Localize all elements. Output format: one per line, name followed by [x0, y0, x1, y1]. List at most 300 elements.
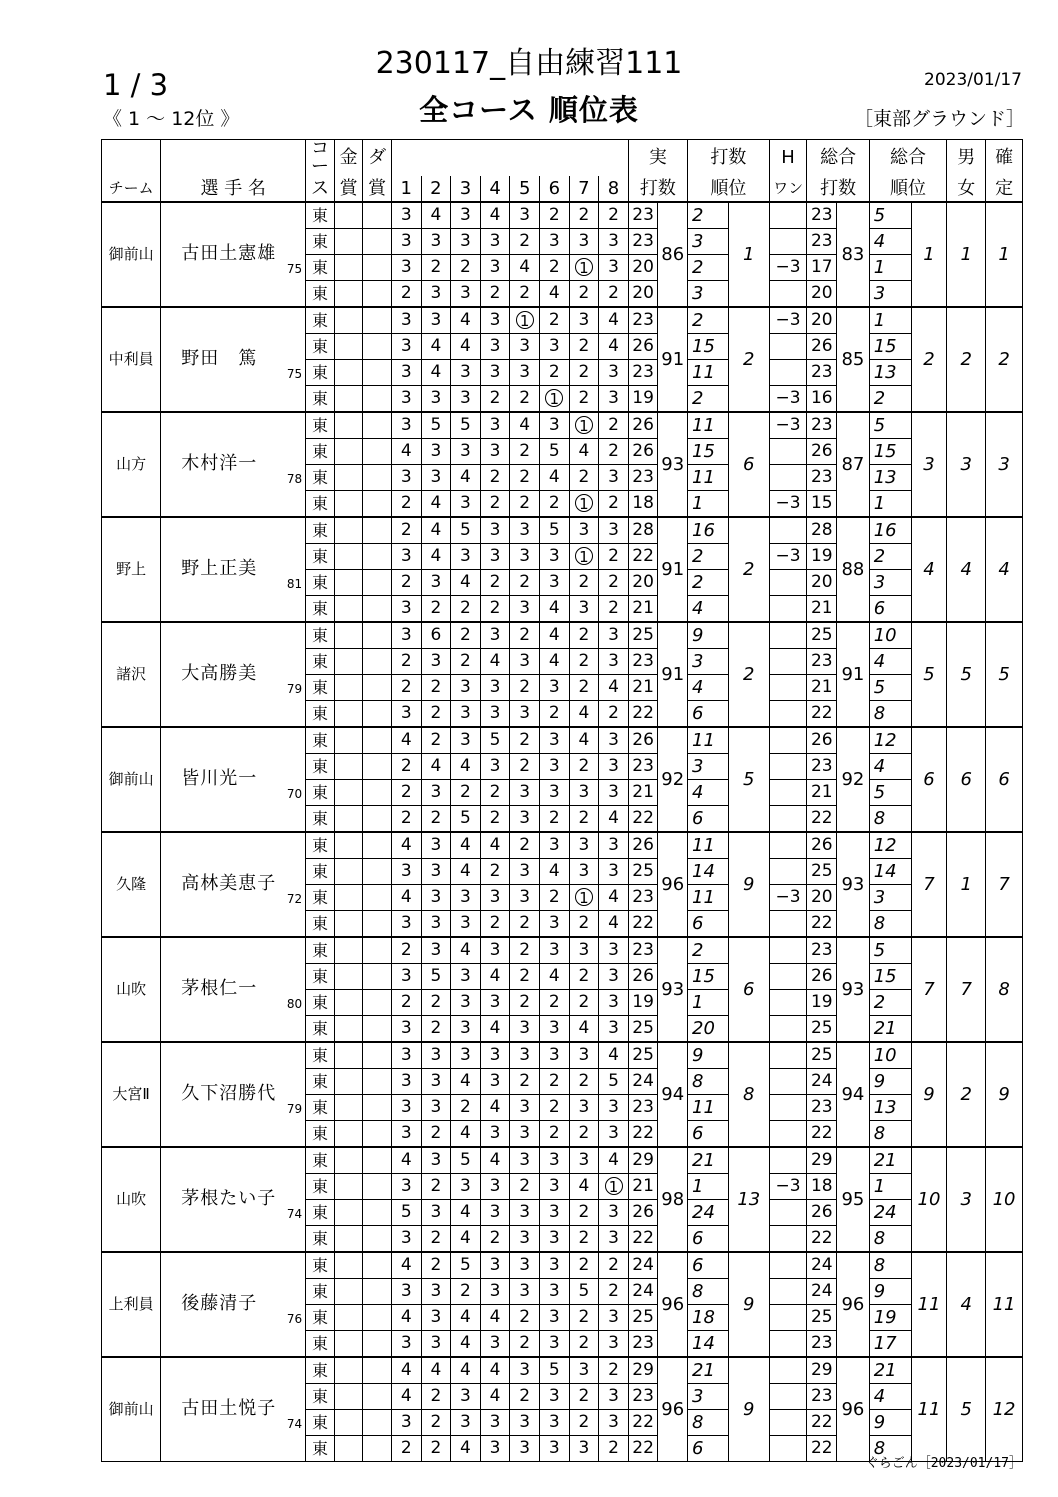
- hole-score-cell: 4: [480, 1357, 510, 1384]
- gold-cell: [334, 701, 363, 728]
- player-name: 木村洋一: [181, 453, 258, 474]
- hole-score-cell: 3: [599, 1331, 629, 1358]
- hole-score-cell: [539, 386, 569, 413]
- hole-score-cell: 4: [480, 1016, 510, 1043]
- player-age: 81: [286, 577, 303, 591]
- hole-score-cell: 2: [391, 517, 421, 544]
- hole-score-cell: 2: [480, 806, 510, 833]
- col-holes-top: [391, 140, 628, 177]
- course-cell: 東: [306, 990, 335, 1016]
- hole-score-cell: 2: [480, 491, 510, 518]
- total-sub-cell: 29: [807, 1147, 837, 1174]
- hole-score-cell: 4: [451, 859, 481, 885]
- actual-score-cell: 96: [658, 1252, 688, 1357]
- hole-score-cell: 2: [421, 1016, 451, 1043]
- hole-score-cell: 5: [421, 412, 451, 439]
- hole-score-cell: 4: [510, 412, 540, 439]
- hole-score-cell: 3: [510, 1042, 540, 1069]
- hole-score-cell: 3: [421, 570, 451, 596]
- sub-score-cell: 21: [628, 780, 658, 806]
- total-sub-rank-cell: 8: [869, 911, 911, 938]
- sub-rank-cell: 8: [688, 1279, 729, 1305]
- hole-score-cell: 3: [421, 885, 451, 911]
- team-cell: 御前山: [102, 1357, 161, 1462]
- col-total-top: 総合: [807, 140, 869, 177]
- total-sub-rank-cell: 10: [869, 1042, 911, 1069]
- actual-score-cell: 91: [658, 307, 688, 412]
- hole-in-one-mark: 1: [545, 389, 563, 407]
- hole-score-cell: [510, 307, 540, 334]
- sub-score-cell: 26: [628, 439, 658, 465]
- hole-score-cell: 2: [539, 1095, 569, 1121]
- gold-cell: [334, 517, 363, 544]
- sub-rank-cell: 1: [688, 990, 729, 1016]
- hole-score-cell: 2: [480, 780, 510, 806]
- hole-score-cell: 3: [480, 701, 510, 728]
- hole-score-cell: 3: [421, 1279, 451, 1305]
- da-cell: [363, 832, 392, 859]
- course-cell: 東: [306, 202, 335, 229]
- col-hole-7: 7: [569, 176, 599, 202]
- actual-score-cell: 91: [658, 517, 688, 622]
- sub-rank-cell: 3: [688, 229, 729, 255]
- total-rank-cell: 7: [911, 832, 947, 937]
- da-cell: [363, 544, 392, 570]
- sub-rank-cell: 4: [688, 780, 729, 806]
- hole-score-cell: 3: [599, 1384, 629, 1410]
- gold-cell: [334, 1384, 363, 1410]
- hole-score-cell: 3: [480, 255, 510, 281]
- hole-score-cell: 2: [480, 859, 510, 885]
- venue-label: ［東部グラウンド］: [853, 108, 1025, 130]
- gold-cell: [334, 727, 363, 754]
- sub-rank-cell: 6: [688, 911, 729, 938]
- sub-score-cell: 25: [628, 1042, 658, 1069]
- hole-score-cell: 3: [421, 465, 451, 491]
- hole-score-cell: 3: [569, 1357, 599, 1384]
- hole-score-cell: 2: [599, 202, 629, 229]
- hole-score-cell: 3: [480, 360, 510, 386]
- final-rank-cell: 4: [986, 517, 1023, 622]
- hole-in-one-cell: [769, 1357, 807, 1384]
- hole-score-cell: 3: [539, 544, 569, 570]
- hole-score-cell: 3: [391, 1331, 421, 1358]
- hole-score-cell: 5: [539, 517, 569, 544]
- total-sub-cell: 23: [807, 754, 837, 780]
- sub-rank-cell: 8: [688, 1410, 729, 1436]
- hole-in-one-cell: [769, 1410, 807, 1436]
- hole-score-cell: 3: [421, 780, 451, 806]
- hole-score-cell: 4: [599, 1042, 629, 1069]
- total-score-cell: 83: [837, 202, 870, 307]
- total-sub-cell: 24: [807, 1252, 837, 1279]
- gold-cell: [334, 229, 363, 255]
- sub-score-cell: 28: [628, 517, 658, 544]
- gold-cell: [334, 1121, 363, 1148]
- total-sub-rank-cell: 4: [869, 1384, 911, 1410]
- total-rank-cell: 2: [911, 307, 947, 412]
- total-sub-cell: 16: [807, 386, 837, 413]
- total-score-cell: 91: [837, 622, 870, 727]
- da-cell: [363, 1016, 392, 1043]
- hole-score-cell: 5: [539, 439, 569, 465]
- sub-score-cell: 25: [628, 1305, 658, 1331]
- sub-score-cell: 23: [628, 1384, 658, 1410]
- course-cell: 東: [306, 1279, 335, 1305]
- hole-score-cell: 2: [391, 675, 421, 701]
- sub-score-cell: 23: [628, 229, 658, 255]
- hole-score-cell: 3: [510, 1410, 540, 1436]
- hole-score-cell: 4: [569, 1174, 599, 1200]
- sub-score-cell: 23: [628, 465, 658, 491]
- hole-score-cell: 4: [421, 1357, 451, 1384]
- stroke-rank-cell: 6: [728, 937, 769, 1042]
- hole-score-cell: 4: [451, 754, 481, 780]
- hole-score-cell: [599, 1174, 629, 1200]
- hole-score-cell: 5: [451, 517, 481, 544]
- hole-score-cell: 3: [391, 255, 421, 281]
- actual-score-cell: 98: [658, 1147, 688, 1252]
- hole-score-cell: 2: [569, 202, 599, 229]
- hole-score-cell: 3: [391, 465, 421, 491]
- hole-score-cell: 3: [510, 544, 540, 570]
- hole-score-cell: 2: [421, 806, 451, 833]
- total-sub-cell: 22: [807, 806, 837, 833]
- hole-in-one-cell: [769, 780, 807, 806]
- hole-score-cell: 3: [391, 202, 421, 229]
- sub-score-cell: 18: [628, 491, 658, 518]
- da-cell: [363, 622, 392, 649]
- total-sub-rank-cell: 5: [869, 937, 911, 964]
- da-cell: [363, 360, 392, 386]
- player-cell: [161, 307, 306, 412]
- gold-cell: [334, 360, 363, 386]
- total-sub-cell: 26: [807, 727, 837, 754]
- col-hio: ワン: [769, 176, 807, 202]
- hole-score-cell: 3: [421, 1042, 451, 1069]
- da-cell: [363, 937, 392, 964]
- hole-score-cell: 3: [480, 990, 510, 1016]
- team-cell: 大宮Ⅱ: [102, 1042, 161, 1147]
- hole-score-cell: 3: [391, 412, 421, 439]
- hole-in-one-cell: [769, 1042, 807, 1069]
- hole-score-cell: 3: [510, 202, 540, 229]
- hole-in-one-cell: [769, 990, 807, 1016]
- da-cell: [363, 859, 392, 885]
- player-name: 古田土憲雄: [181, 243, 277, 264]
- hole-score-cell: 2: [451, 596, 481, 623]
- sub-score-cell: 22: [628, 911, 658, 938]
- total-sub-cell: 22: [807, 1436, 837, 1462]
- hole-score-cell: 2: [480, 1226, 510, 1253]
- total-sub-rank-cell: 2: [869, 990, 911, 1016]
- hole-score-cell: 2: [539, 255, 569, 281]
- hole-score-cell: 2: [510, 1331, 540, 1358]
- total-sub-rank-cell: 3: [869, 885, 911, 911]
- hole-score-cell: 3: [539, 412, 569, 439]
- player-name: 大高勝美: [181, 663, 258, 684]
- col-rank: 順位: [688, 176, 770, 202]
- sub-rank-cell: 11: [688, 885, 729, 911]
- table-row: [102, 517, 1023, 544]
- total-sub-rank-cell: 4: [869, 754, 911, 780]
- da-cell: [363, 517, 392, 544]
- hole-score-cell: 3: [391, 334, 421, 360]
- sub-score-cell: 22: [628, 1410, 658, 1436]
- total-sub-cell: 23: [807, 1095, 837, 1121]
- hole-score-cell: 2: [391, 780, 421, 806]
- hole-in-one-cell: [769, 832, 807, 859]
- hole-score-cell: 2: [539, 1121, 569, 1148]
- total-rank-cell: 6: [911, 727, 947, 832]
- hole-score-cell: 5: [391, 1200, 421, 1226]
- hole-score-cell: 4: [451, 570, 481, 596]
- total-sub-rank-cell: 15: [869, 439, 911, 465]
- hole-score-cell: 3: [391, 307, 421, 334]
- hole-score-cell: 2: [569, 1331, 599, 1358]
- total-score-cell: 94: [837, 1042, 870, 1147]
- sub-rank-cell: 18: [688, 1305, 729, 1331]
- course-cell: 東: [306, 465, 335, 491]
- hole-score-cell: 2: [510, 229, 540, 255]
- hole-score-cell: 2: [539, 806, 569, 833]
- col-gender: 女: [947, 176, 986, 202]
- total-sub-rank-cell: 15: [869, 964, 911, 990]
- hole-score-cell: 3: [510, 885, 540, 911]
- sub-score-cell: 19: [628, 386, 658, 413]
- gold-cell: [334, 1016, 363, 1043]
- hole-score-cell: 4: [421, 517, 451, 544]
- hole-score-cell: 3: [539, 937, 569, 964]
- total-rank-cell: 11: [911, 1252, 947, 1357]
- total-sub-cell: 23: [807, 937, 837, 964]
- total-sub-rank-cell: 9: [869, 1279, 911, 1305]
- total-score-cell: 96: [837, 1357, 870, 1462]
- hole-score-cell: 3: [510, 1279, 540, 1305]
- hole-in-one-cell: [769, 727, 807, 754]
- hole-score-cell: 3: [539, 754, 569, 780]
- total-sub-rank-cell: 8: [869, 701, 911, 728]
- hole-score-cell: [569, 255, 599, 281]
- sub-rank-cell: 11: [688, 1095, 729, 1121]
- hole-score-cell: 2: [569, 1305, 599, 1331]
- ranking-table: [101, 139, 1023, 1462]
- gender-rank-cell: 6: [947, 727, 986, 832]
- hole-score-cell: 2: [421, 727, 451, 754]
- gold-cell: [334, 622, 363, 649]
- course-cell: 東: [306, 491, 335, 518]
- table-row: [102, 202, 1023, 229]
- hole-score-cell: 3: [599, 990, 629, 1016]
- col-trank: 順位: [869, 176, 947, 202]
- hole-score-cell: 2: [510, 964, 540, 990]
- sub-score-cell: 26: [628, 1200, 658, 1226]
- hole-score-cell: 2: [510, 439, 540, 465]
- hole-score-cell: 3: [539, 1174, 569, 1200]
- total-sub-rank-cell: 13: [869, 465, 911, 491]
- sub-score-cell: 20: [628, 570, 658, 596]
- total-sub-cell: 21: [807, 675, 837, 701]
- hole-score-cell: 2: [480, 281, 510, 308]
- hole-score-cell: 3: [391, 1042, 421, 1069]
- hole-score-cell: 4: [569, 439, 599, 465]
- gold-cell: [334, 754, 363, 780]
- gold-cell: [334, 859, 363, 885]
- hole-score-cell: 3: [391, 1174, 421, 1200]
- hole-score-cell: 2: [599, 281, 629, 308]
- hole-score-cell: 3: [569, 1436, 599, 1462]
- hole-in-one-cell: [769, 675, 807, 701]
- hole-in-one-cell: [769, 202, 807, 229]
- total-sub-rank-cell: 15: [869, 334, 911, 360]
- hole-score-cell: 3: [539, 1252, 569, 1279]
- hole-score-cell: 2: [391, 1436, 421, 1462]
- hole-score-cell: 2: [599, 1357, 629, 1384]
- hole-score-cell: 2: [451, 1279, 481, 1305]
- gold-cell: [334, 307, 363, 334]
- hole-score-cell: 4: [451, 1121, 481, 1148]
- hole-score-cell: 3: [569, 937, 599, 964]
- sub-score-cell: 26: [628, 334, 658, 360]
- hole-in-one-cell: [769, 911, 807, 938]
- player-name: 後藤清子: [181, 1293, 258, 1314]
- hole-score-cell: 3: [539, 1305, 569, 1331]
- total-score-cell: 93: [837, 937, 870, 1042]
- da-cell: [363, 990, 392, 1016]
- hole-in-one-cell: −3: [769, 386, 807, 413]
- final-rank-cell: 7: [986, 832, 1023, 937]
- hole-score-cell: 4: [599, 806, 629, 833]
- hole-score-cell: 2: [421, 701, 451, 728]
- hole-score-cell: 2: [391, 281, 421, 308]
- hole-score-cell: 3: [451, 1410, 481, 1436]
- hole-score-cell: 4: [599, 307, 629, 334]
- sub-rank-cell: 20: [688, 1016, 729, 1043]
- course-cell: 東: [306, 1436, 335, 1462]
- hole-score-cell: 2: [451, 622, 481, 649]
- total-score-cell: 95: [837, 1147, 870, 1252]
- table-row: [102, 622, 1023, 649]
- hole-in-one-cell: [769, 1279, 807, 1305]
- hole-score-cell: 4: [539, 649, 569, 675]
- hole-score-cell: 3: [480, 675, 510, 701]
- hole-score-cell: 2: [539, 491, 569, 518]
- hole-score-cell: 3: [510, 701, 540, 728]
- course-cell: 東: [306, 386, 335, 413]
- total-score-cell: 87: [837, 412, 870, 517]
- course-cell: 東: [306, 1147, 335, 1174]
- course-cell: 東: [306, 517, 335, 544]
- hole-score-cell: 4: [451, 832, 481, 859]
- gold-cell: [334, 885, 363, 911]
- hole-score-cell: 2: [510, 386, 540, 413]
- team-cell: 久隆: [102, 832, 161, 937]
- da-cell: [363, 1436, 392, 1462]
- stroke-rank-cell: 13: [728, 1147, 769, 1252]
- course-cell: 東: [306, 806, 335, 833]
- final-rank-cell: 6: [986, 727, 1023, 832]
- gold-cell: [334, 1279, 363, 1305]
- hole-score-cell: 3: [569, 1042, 599, 1069]
- hole-score-cell: 3: [391, 596, 421, 623]
- hole-score-cell: 2: [569, 334, 599, 360]
- hole-score-cell: 3: [599, 859, 629, 885]
- course-cell: 東: [306, 360, 335, 386]
- total-score-cell: 96: [837, 1252, 870, 1357]
- total-sub-cell: 20: [807, 570, 837, 596]
- hole-score-cell: 3: [451, 386, 481, 413]
- hole-score-cell: 2: [510, 832, 540, 859]
- hole-score-cell: 3: [599, 517, 629, 544]
- hole-score-cell: 3: [510, 806, 540, 833]
- hole-score-cell: 5: [539, 1357, 569, 1384]
- actual-score-cell: 92: [658, 727, 688, 832]
- hole-in-one-cell: [769, 806, 807, 833]
- hole-score-cell: 4: [421, 491, 451, 518]
- hole-score-cell: 3: [539, 1331, 569, 1358]
- hole-score-cell: 2: [569, 570, 599, 596]
- hole-score-cell: 3: [539, 911, 569, 938]
- sub-score-cell: 23: [628, 649, 658, 675]
- sub-rank-cell: 2: [688, 570, 729, 596]
- hole-score-cell: 3: [599, 780, 629, 806]
- sub-rank-cell: 2: [688, 255, 729, 281]
- sub-score-cell: 29: [628, 1147, 658, 1174]
- total-sub-cell: 28: [807, 517, 837, 544]
- player-cell: [161, 727, 306, 832]
- hole-score-cell: 3: [391, 1226, 421, 1253]
- actual-score-cell: 94: [658, 1042, 688, 1147]
- team-cell: 諸沢: [102, 622, 161, 727]
- hole-score-cell: 4: [451, 937, 481, 964]
- sub-score-cell: 20: [628, 255, 658, 281]
- da-cell: [363, 911, 392, 938]
- col-hole-3: 3: [451, 176, 481, 202]
- hole-score-cell: 2: [391, 990, 421, 1016]
- hole-score-cell: 3: [480, 885, 510, 911]
- col-total: 打数: [807, 176, 869, 202]
- hole-in-one-cell: [769, 1016, 807, 1043]
- rank-range: 《 1 ～ 12位 》: [103, 108, 240, 130]
- hole-score-cell: 3: [391, 360, 421, 386]
- table-row: [102, 1357, 1023, 1384]
- course-cell: 東: [306, 1305, 335, 1331]
- page-number: 1 / 3: [103, 68, 169, 102]
- hole-in-one-mark: 1: [575, 547, 593, 565]
- hole-in-one-cell: [769, 439, 807, 465]
- sub-rank-cell: 2: [688, 307, 729, 334]
- col-course-top: コー: [306, 140, 335, 177]
- course-cell: 東: [306, 911, 335, 938]
- sub-score-cell: 25: [628, 1016, 658, 1043]
- hole-score-cell: 4: [451, 307, 481, 334]
- hole-score-cell: 2: [510, 570, 540, 596]
- gold-cell: [334, 1331, 363, 1358]
- hole-score-cell: 5: [451, 1252, 481, 1279]
- hole-in-one-cell: [769, 570, 807, 596]
- hole-score-cell: 3: [599, 649, 629, 675]
- sub-rank-cell: 14: [688, 859, 729, 885]
- course-cell: 東: [306, 1357, 335, 1384]
- sub-score-cell: 21: [628, 1174, 658, 1200]
- hole-score-cell: 3: [480, 1200, 510, 1226]
- sub-rank-cell: 15: [688, 334, 729, 360]
- course-cell: 東: [306, 754, 335, 780]
- hole-score-cell: 3: [421, 1147, 451, 1174]
- hole-score-cell: 3: [539, 727, 569, 754]
- sub-score-cell: 22: [628, 1226, 658, 1253]
- hole-score-cell: 4: [480, 1384, 510, 1410]
